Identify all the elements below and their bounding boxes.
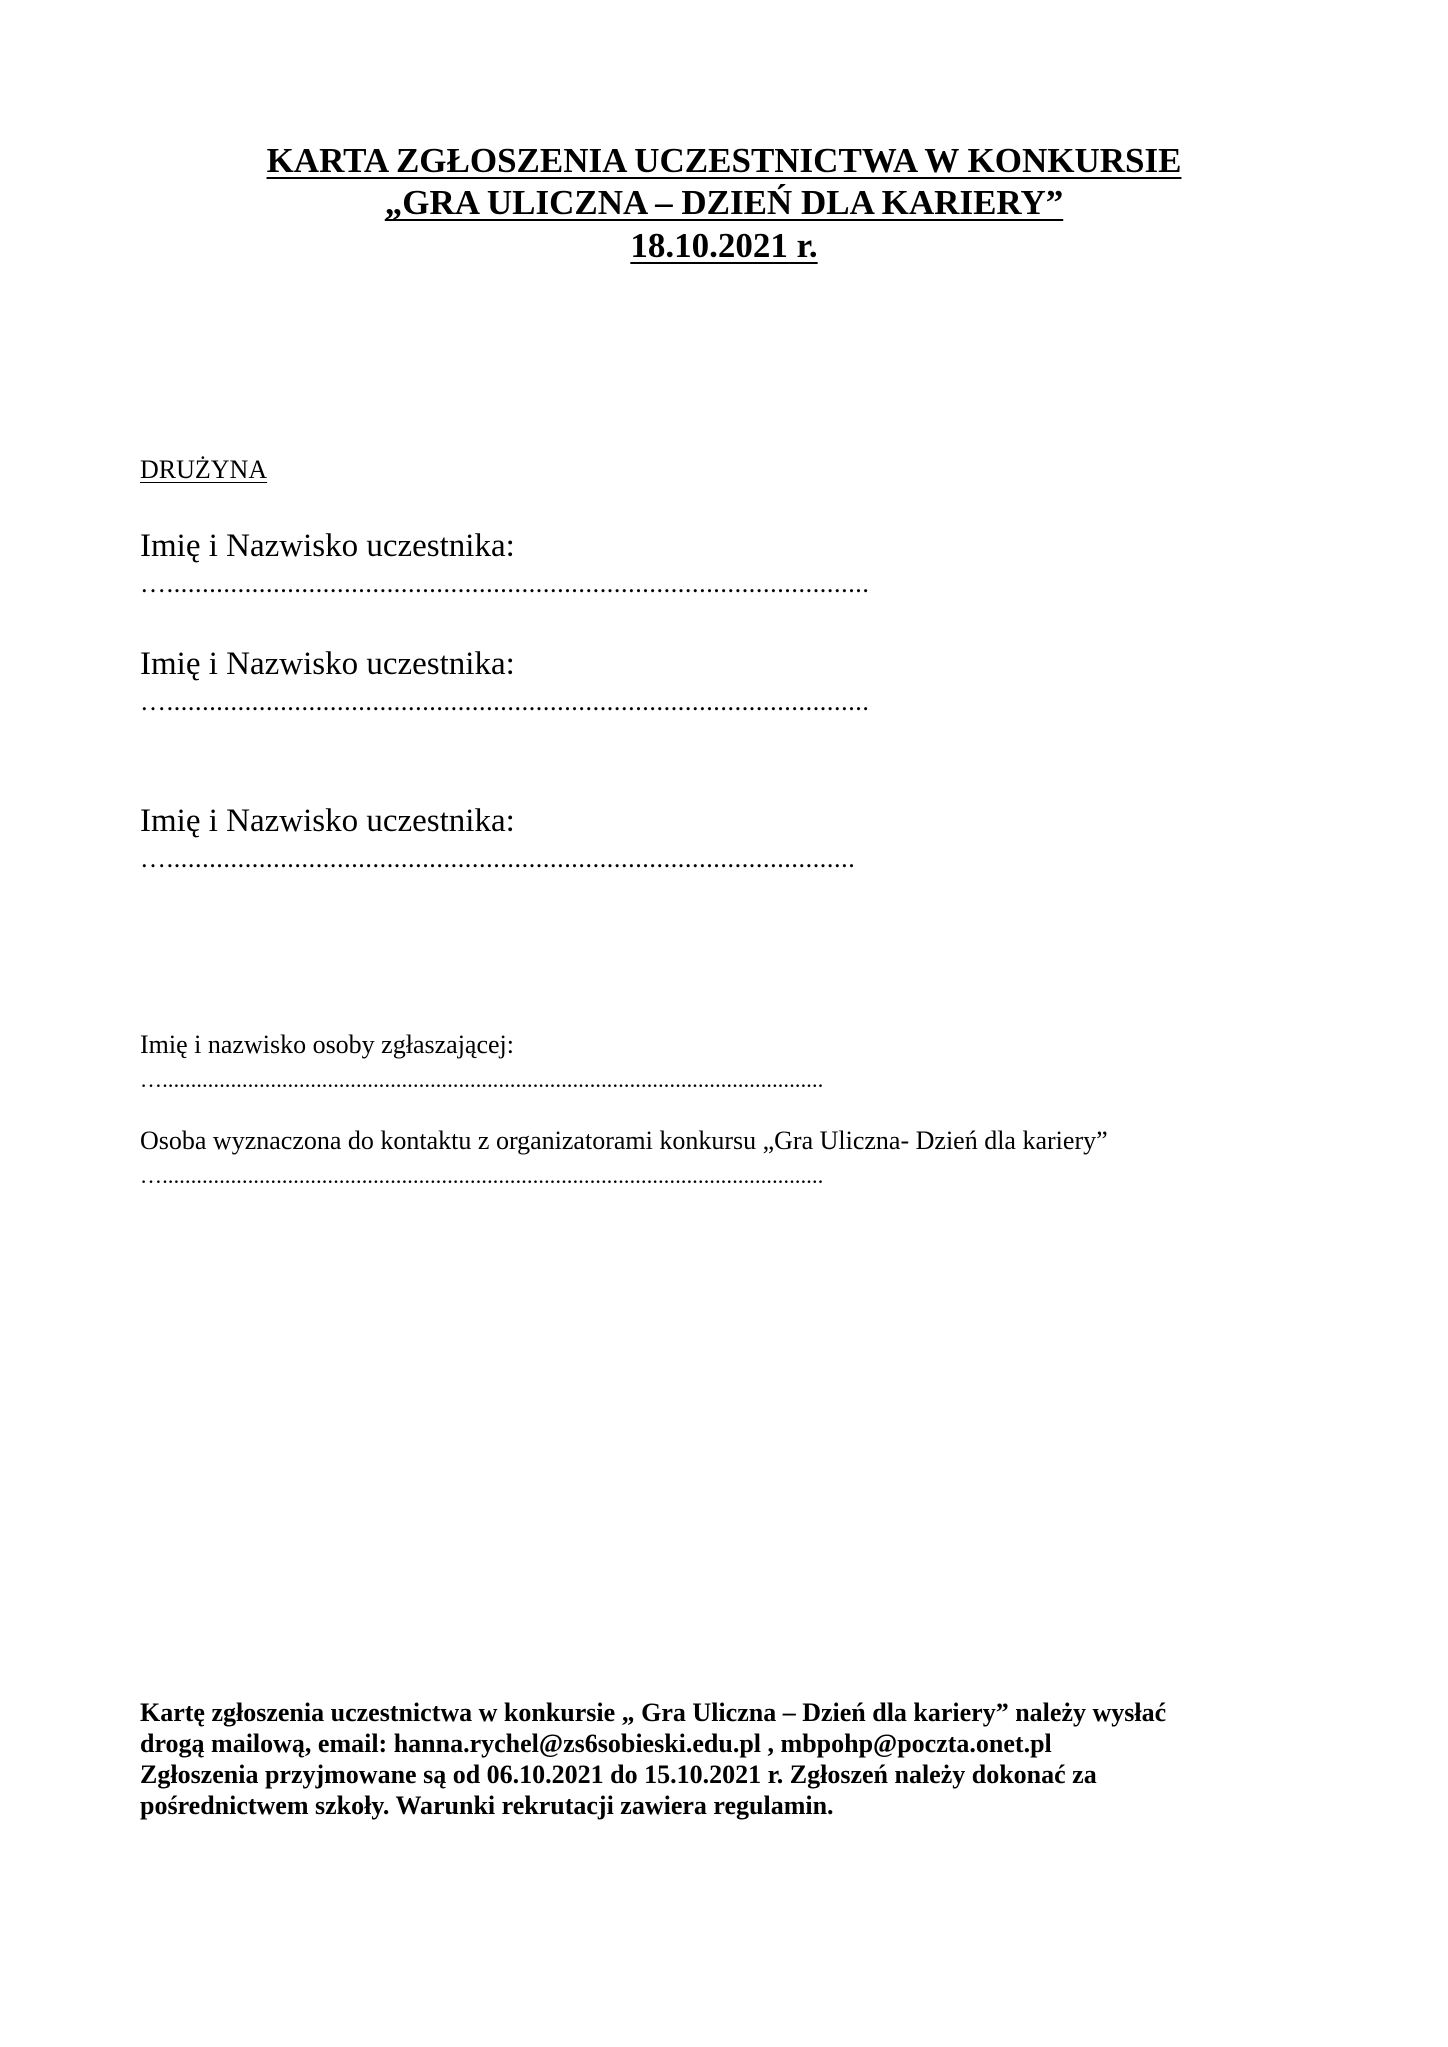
participant-1-label: Imię i Nazwisko uczestnika: [140, 528, 515, 564]
instructions-line-4: pośrednictwem szkoły. Warunki rekrutacji zawiera regulamin. [140, 1791, 834, 1820]
applicant-field[interactable]: ….................................................................................................................... [140, 1067, 824, 1092]
instructions-line-3: Zgłoszenia przyjmowane są od 06.10.2021 do 15.10.2021 r. Zgłoszeń należy dokonać za [140, 1760, 1097, 1789]
contest-name: „GRA ULICZNA – DZIEŃ DLA KARIERY” [384, 183, 1064, 222]
participant-2-label: Imię i Nazwisko uczestnika: [140, 646, 515, 682]
participant-1-field[interactable]: …................................................................................................... [140, 569, 870, 598]
form-title: KARTA ZGŁOSZENIA UCZESTNICTWA W KONKURSIE [266, 141, 1182, 180]
instructions-line-2: drogą mailową, email: hanna.rychel@zs6sobieski.edu.pl , mbpohp@poczta.onet.pl [140, 1729, 1052, 1758]
applicant-label: Imię i nazwisko osoby zgłaszającej: [140, 1030, 514, 1059]
contest-date: 18.10.2021 r. [630, 226, 818, 265]
contact-person-field[interactable]: ….................................................................................................................... [140, 1163, 824, 1188]
participant-3-label: Imię i Nazwisko uczestnika: [140, 803, 515, 839]
instructions-line-1: Kartę zgłoszenia uczestnictwa w konkursie „ Gra Uliczna – Dzień dla kariery” należy wysłać [140, 1698, 1167, 1727]
contact-person-label: Osoba wyznaczona do kontaktu z organizatorami konkursu „Gra Uliczna- Dzień dla kariery” [140, 1126, 1108, 1155]
participant-2-field[interactable]: …................................................................................................... [140, 687, 870, 716]
participant-3-field[interactable]: …................................................................................................. [140, 844, 856, 873]
team-heading: DRUŻYNA [140, 455, 268, 484]
submission-instructions [140, 1697, 1320, 1821]
